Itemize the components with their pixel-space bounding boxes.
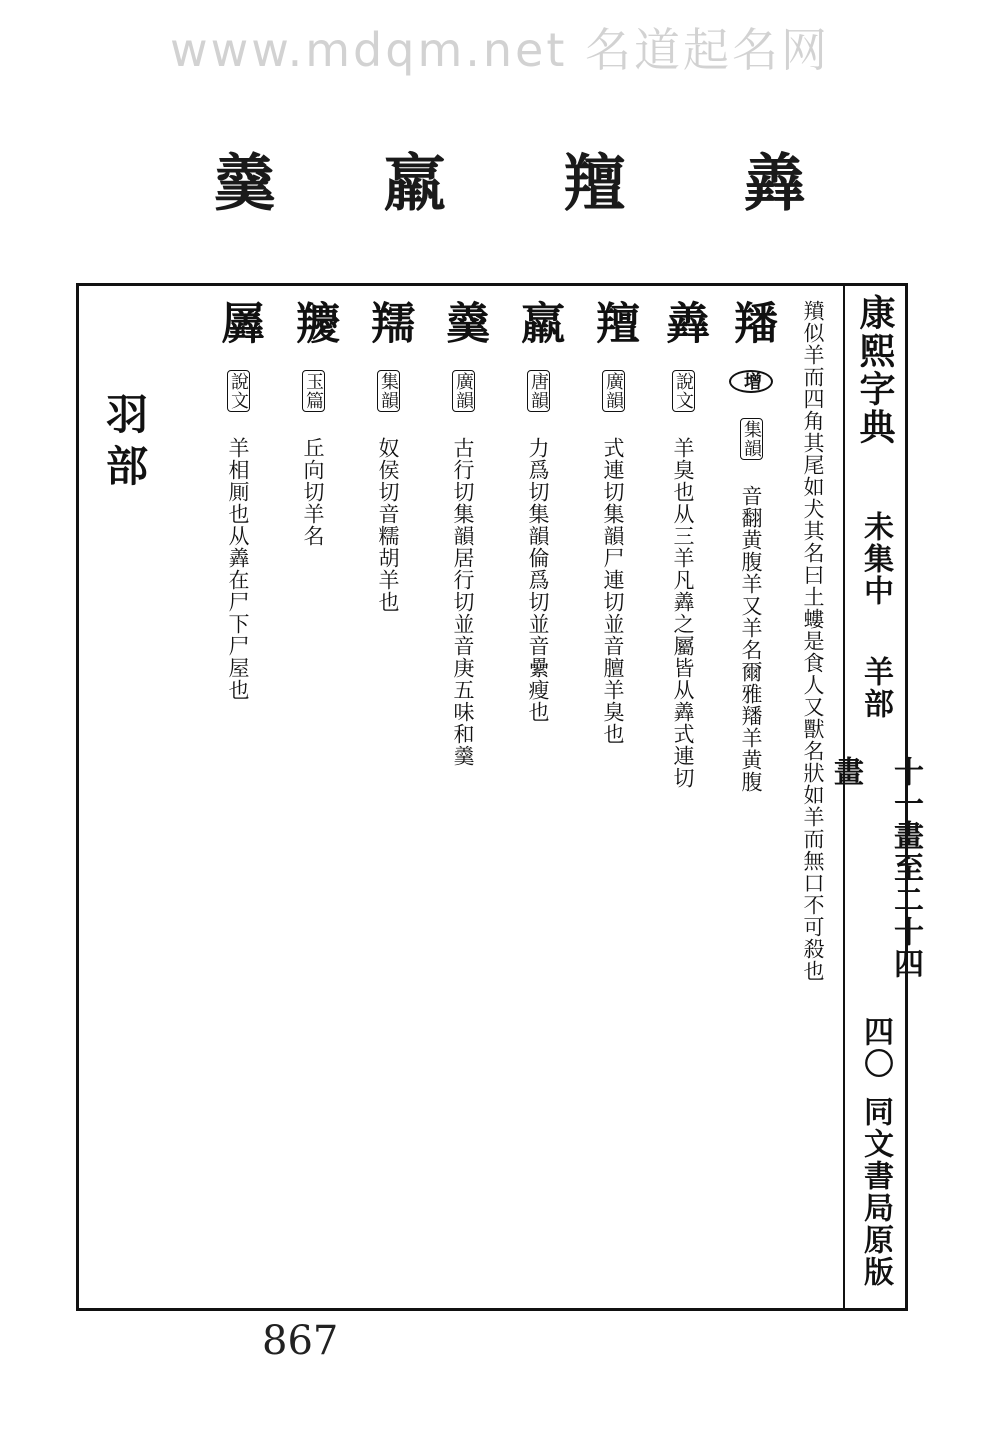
entry-headword: 羹 <box>438 300 489 345</box>
source-tag: 集韻 <box>741 420 762 458</box>
radical-label: 羽部 <box>100 392 149 496</box>
entry-text: 羊臭也从三羊凡羴之屬皆从羴式連切 <box>671 437 695 789</box>
entry-column <box>213 300 264 1290</box>
watermark: www.mdqm.net 名道起名网 <box>169 23 831 77</box>
source-tag: 廣韻 <box>603 372 624 410</box>
entry-text: 羊相厠也从羴在尸下尸屋也 <box>226 437 250 701</box>
entry-headword: 羶 <box>588 300 639 345</box>
book-title: 康熙字典 <box>854 294 896 446</box>
page-frame <box>76 283 923 1311</box>
entry-column <box>793 300 833 1290</box>
stroke-range: 十一畫至二十四畫 <box>828 756 923 980</box>
entry-headword: 羴 <box>658 300 709 345</box>
page-number: 867 <box>262 1318 339 1364</box>
entry-column <box>726 300 777 1290</box>
entry-column <box>288 300 339 1290</box>
entry-text: 奴侯切音糯胡羊也 <box>376 437 400 613</box>
entry-text: 式連切集韻尸連切並音膻羊臭也 <box>601 437 625 745</box>
seal-character: 羹 <box>203 150 276 212</box>
entry-text: 羵似羊而四角其尾如犬其名曰土螻是食人又獸名狀如羊而無口不可殺也 <box>801 300 825 982</box>
entry-headword: 羸 <box>513 300 564 345</box>
entry-column <box>588 300 639 1290</box>
publisher: 同文書局原版 <box>858 1096 893 1288</box>
entry-headword: 羳 <box>726 300 777 345</box>
entry-column <box>363 300 414 1290</box>
source-tag: 玉篇 <box>303 372 324 410</box>
entry-column <box>658 300 709 1290</box>
source-tag: 唐韻 <box>528 372 549 410</box>
source-tag: 廣韻 <box>453 372 474 410</box>
source-tag: 說文 <box>228 372 249 410</box>
running-header <box>828 286 923 1308</box>
seal-character: 羸 <box>373 150 446 212</box>
seal-script-row <box>190 150 830 250</box>
seal-character: 羶 <box>553 150 626 212</box>
entry-column <box>513 300 564 1290</box>
entry-text: 丘向切羊名 <box>301 437 325 547</box>
entry-text: 音翻黄腹羊又羊名爾雅羳羊黄腹 <box>739 485 763 793</box>
entries-area <box>79 286 843 1308</box>
entry-headword: 羼 <box>213 300 264 345</box>
entry-marker: 增 <box>729 370 773 393</box>
entry-headword: 羺 <box>363 300 414 345</box>
entry-text: 古行切集韻居行切並音庚五味和羹 <box>451 437 475 767</box>
volume-section: 未集中 <box>858 511 893 607</box>
entry-headword: 羻 <box>288 300 339 345</box>
source-tag: 集韻 <box>378 372 399 410</box>
seal-character: 羴 <box>733 150 806 212</box>
page-index: 四〇 <box>858 1016 893 1080</box>
entry-column <box>438 300 489 1290</box>
radical-section: 羊部 <box>858 656 893 720</box>
source-tag: 說文 <box>673 372 694 410</box>
entry-text: 力爲切集韻倫爲切並音纍瘦也 <box>526 437 550 723</box>
